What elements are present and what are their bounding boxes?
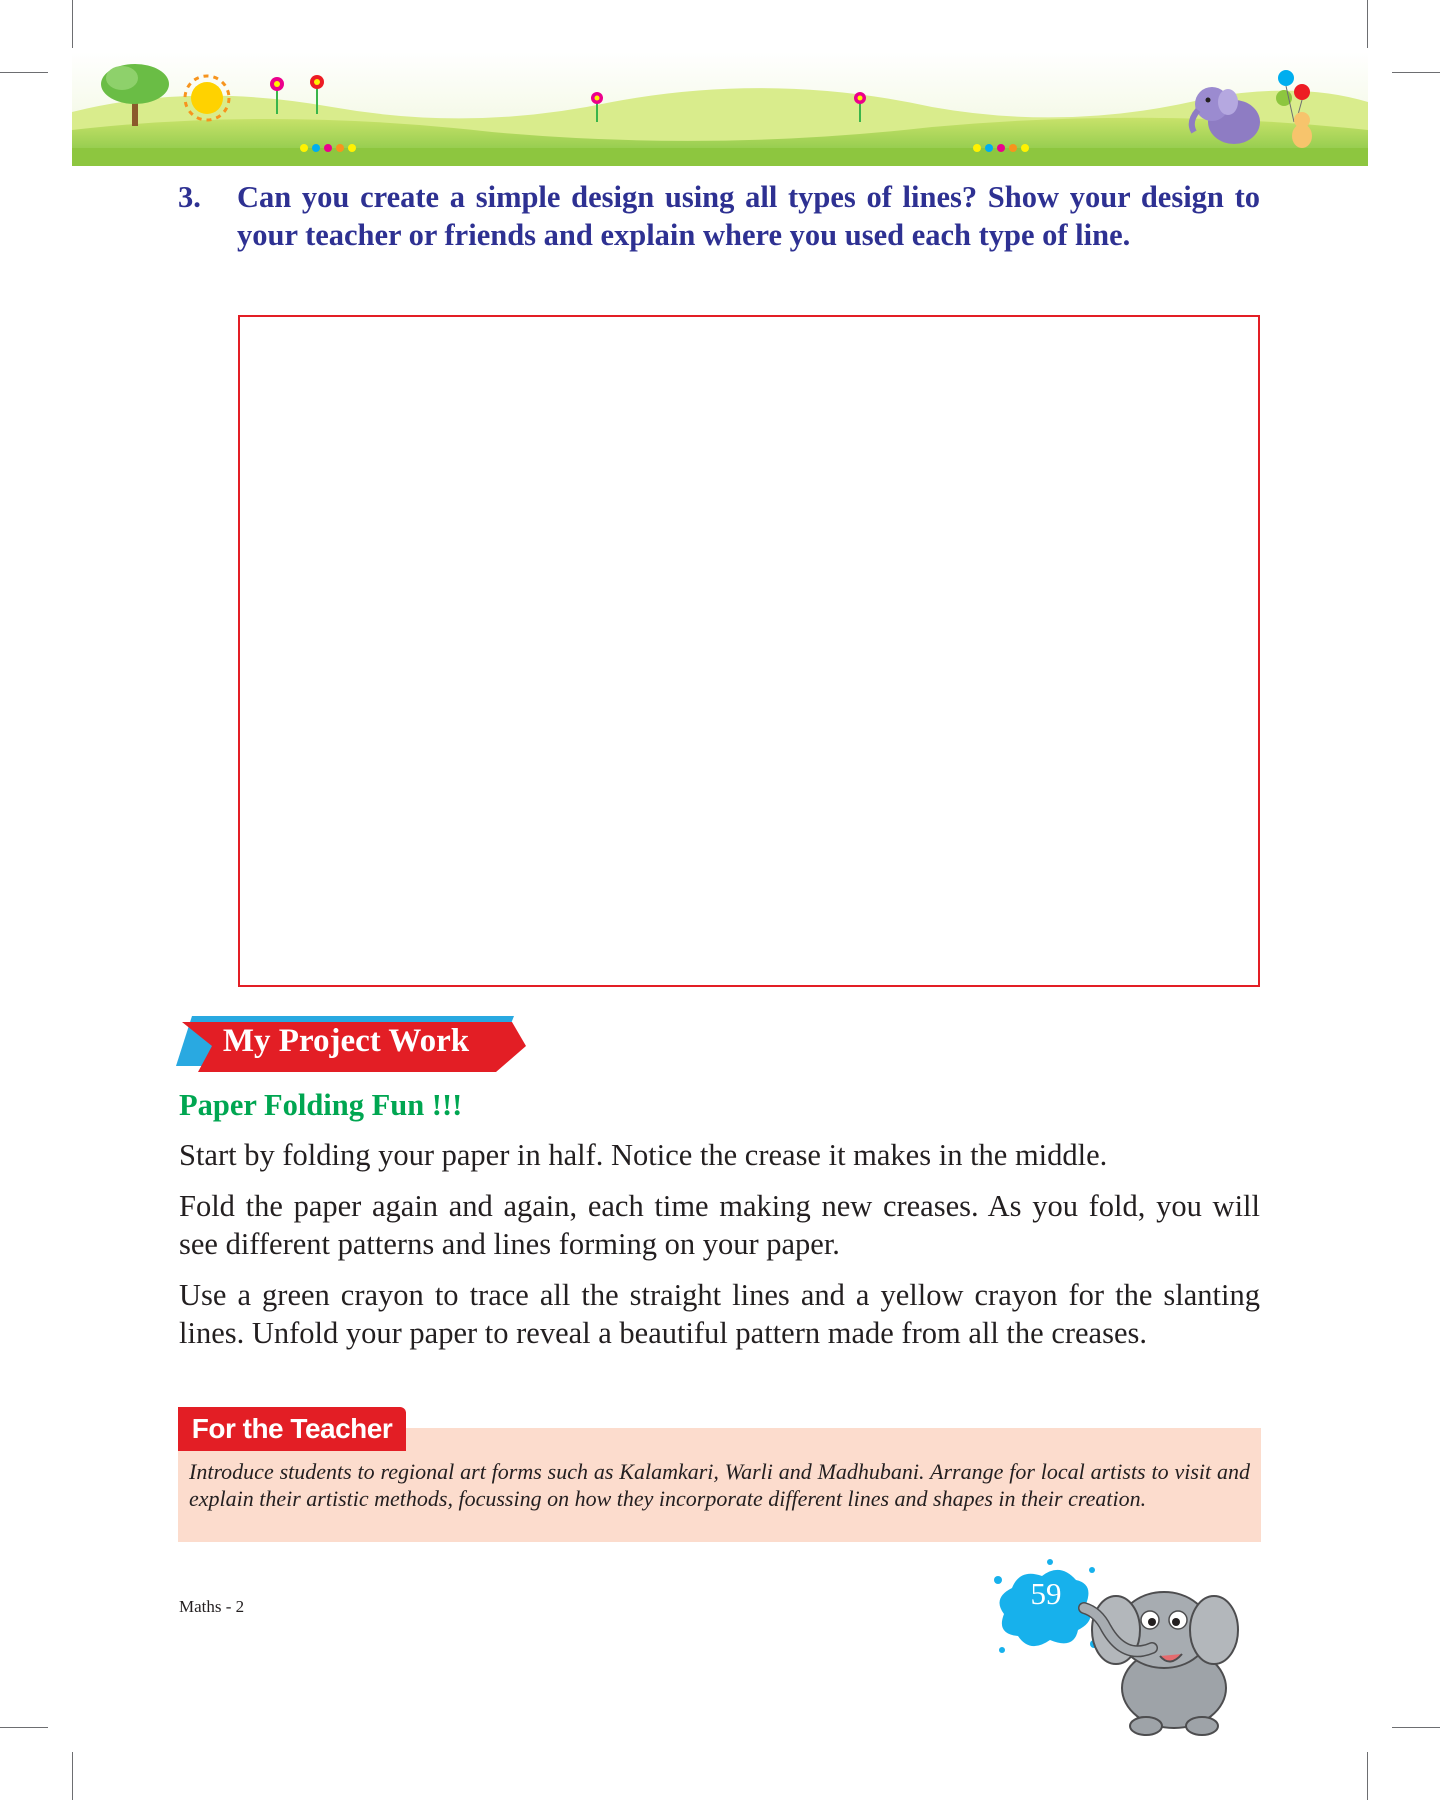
crop-mark <box>0 1727 48 1728</box>
project-paragraph: Fold the paper again and again, each time making new creases. As you fold, you will see different patterns and lines forming on your paper. <box>179 1189 1260 1261</box>
design-drawing-box[interactable] <box>238 315 1260 987</box>
activity-title: Paper Folding Fun !!! <box>179 1088 463 1122</box>
project-paragraph: Start by folding your paper in half. Notice the crease it makes in the middle. <box>179 1138 1108 1172</box>
crop-mark <box>0 72 48 73</box>
crop-mark <box>1392 1727 1440 1728</box>
crop-mark <box>72 1752 73 1800</box>
question-number: 3. <box>178 180 201 214</box>
book-label: Maths - 2 <box>179 1597 245 1616</box>
question-text: Can you create a simple design using all types of lines? Show your design to your teacher or friends and explain where you used each type of line. <box>237 180 1260 252</box>
crop-mark <box>72 0 73 48</box>
project-paragraph: Use a green crayon to trace all the straight lines and a yellow crayon for the slanting lines. Unfold your paper to reveal a beautiful pattern made from all the creases. <box>179 1278 1260 1350</box>
header-banner-illustration <box>72 52 1368 166</box>
page-number: 59 <box>1030 1576 1062 1611</box>
crop-mark <box>1367 1752 1368 1800</box>
question-3 <box>178 178 1260 254</box>
project-heading: My Project Work <box>222 1023 470 1059</box>
rabbit-icon <box>1292 112 1312 148</box>
crop-mark <box>1367 0 1368 48</box>
teacher-note-text: Introduce students to regional art forms such as Kalamkari, Warli and Madhubani. Arrange for local artists to visit and explain their artistic methods, focussing on how they incorporate different lines and shapes in their creation. <box>189 1459 1250 1511</box>
elephant-mascot-icon <box>1064 1568 1264 1738</box>
teacher-label: For the Teacher <box>191 1413 393 1444</box>
crop-mark <box>1392 72 1440 73</box>
